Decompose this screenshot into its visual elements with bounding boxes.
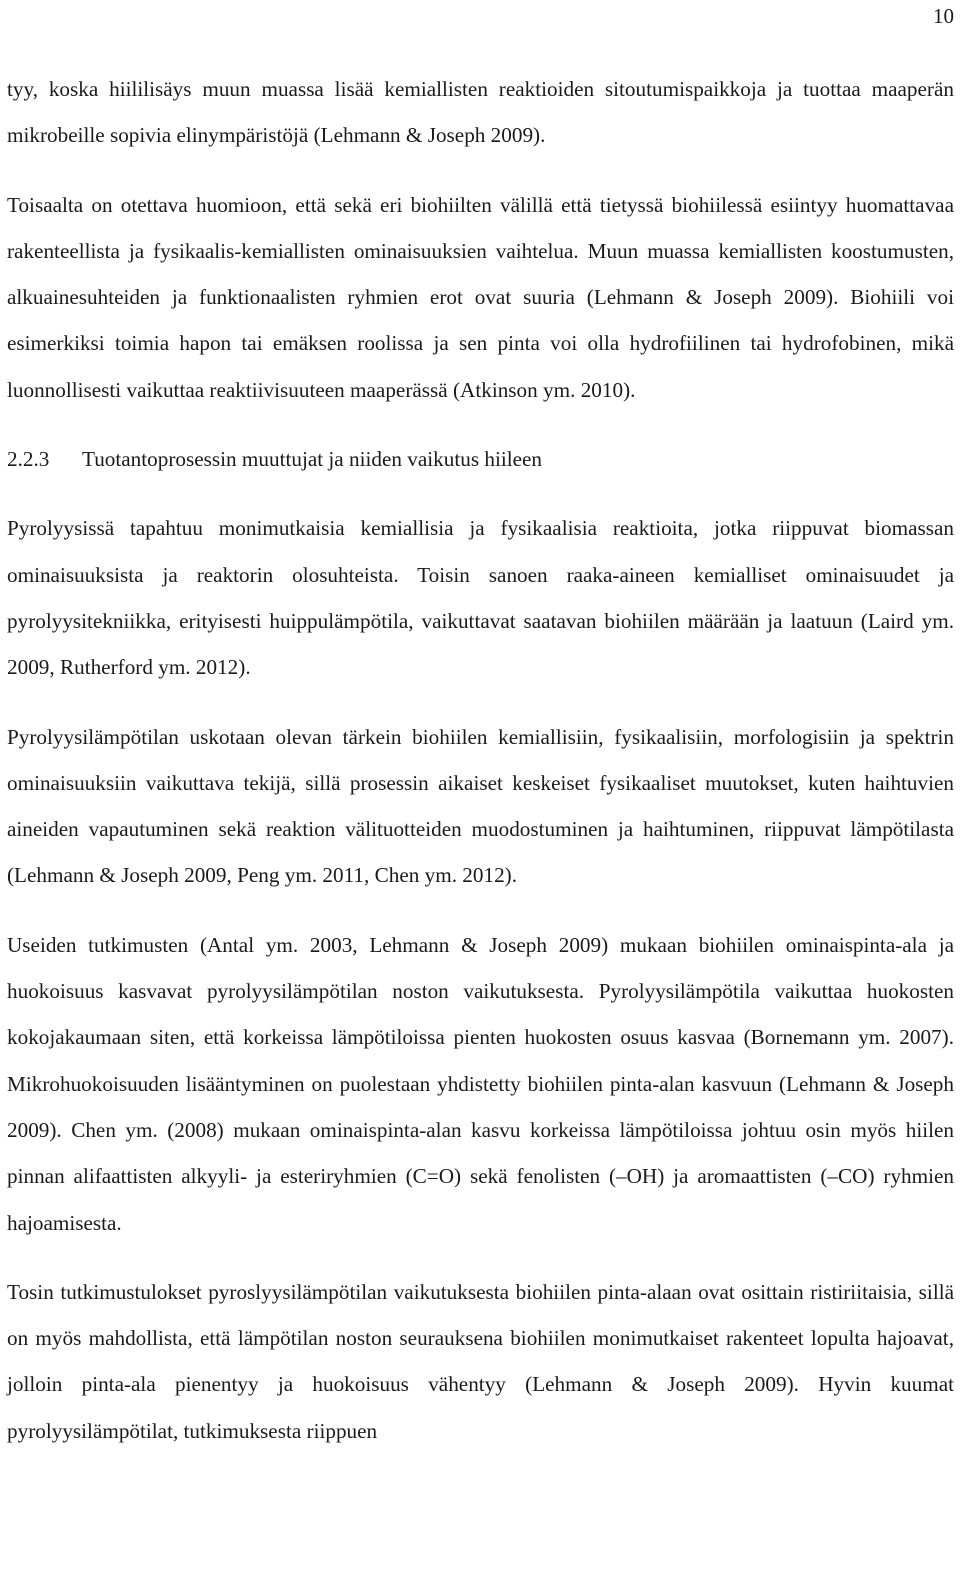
section-number: 2.2.3: [7, 447, 50, 472]
paragraph-pyrolysis-reactions: Pyrolyysissä tapahtuu monimutkaisia kemiallisia ja fysikaalisia reaktioita, jotka riippuvat biomassan ominaisuuksista ja reaktorin olosuhteista. Toisin sanoen raaka-aineen kemialliset ominaisuudet ja pyrolyysitekniikka, erityisesti huippulämpötila, vaikuttavat saatavan biohiilen määrään ja laatuun (Laird ym. 2009, Rutherford ym. 2012).: [7, 516, 954, 680]
section-title: Tuotantoprosessin muuttujat ja niiden vaikutus hiileen: [82, 447, 543, 472]
paragraph-intro-continuation: tyy, koska hiililisäys muun muassa lisää kemiallisten reaktioiden sitoutumispaikkoja ja tuottaa maaperän mikrobeille sopivia elinympäristöjä (Lehmann & Joseph 2009).: [7, 77, 954, 148]
paragraph-conflicting-results: Tosin tutkimustulokset pyroslyysilämpötilan vaikutuksesta biohiilen pinta-alaan ovat osittain ristiriitaisia, sillä on myös mahdollista, että lämpötilan noston seurauksena biohiilen monimutkaiset rakenteet lopulta hajoavat, jolloin pinta-ala pienentyy ja huokoisuus vähentyy (Lehmann & Joseph 2009). Hyvin kuumat pyrolyysilämpötilat, tutkimuksesta riippuen: [7, 1279, 954, 1443]
paragraph-pyrolysis-temperature: Pyrolyysilämpötilan uskotaan olevan tärkein biohiilen kemiallisiin, fysikaalisiin, morfologisiin ja spektrin ominaisuuksiin vaikuttava tekijä, sillä prosessin aikaiset keskeiset fysikaaliset muutokset, kuten haihtuvien aineiden vapautuminen sekä reaktion välituotteiden muodostuminen ja haihtuminen, riippuvat lämpötilasta (Lehmann & Joseph 2009, Peng ym. 2011, Chen ym. 2012).: [7, 724, 954, 888]
paragraph-surface-area: Useiden tutkimusten (Antal ym. 2003, Lehmann & Joseph 2009) mukaan biohiilen ominaispinta-ala ja huokoisuus kasvavat pyrolyysilämpötilan noston vaikutuksesta. Pyrolyysilämpötila vaikuttaa huokosten kokojakaumaan siten, että korkeissa lämpötiloissa pienten huokosten osuus kasvaa (Bornemann ym. 2007). Mikrohuokoisuuden lisääntyminen on puolestaan yhdistetty biohiilen pinta-alan kasvuun (Lehmann & Joseph 2009). Chen ym. (2008) mukaan ominaispinta-alan kasvu korkeissa lämpötiloissa johtuu osin myös hiilen pinnan alifaattisten alkyyli- ja esteriryhmien (C=O) sekä fenolisten (–OH) ja aromaattisten (–CO) ryhmien hajoamisesta.: [7, 932, 954, 1235]
paragraph-biochar-variation: Toisaalta on otettava huomioon, että sekä eri biohiilten välillä että tietyssä biohiilessä esiintyy huomattavaa rakenteellista ja fysikaalis-kemiallisten ominaisuuksien vaihtelua. Muun muassa kemiallisten koostumusten, alkuainesuhteiden ja funktionaalisten ryhmien erot ovat suuria (Lehmann & Joseph 2009). Biohiili voi esimerkiksi toimia hapon tai emäksen roolissa ja sen pinta voi olla hydrofiilinen tai hydrofobinen, mikä luonnollisesti vaikuttaa reaktiivisuuteen maaperässä (Atkinson ym. 2010).: [7, 192, 954, 402]
page-number: 10: [933, 4, 954, 28]
document-body: [7, 66, 954, 1454]
section-heading: [7, 436, 954, 482]
